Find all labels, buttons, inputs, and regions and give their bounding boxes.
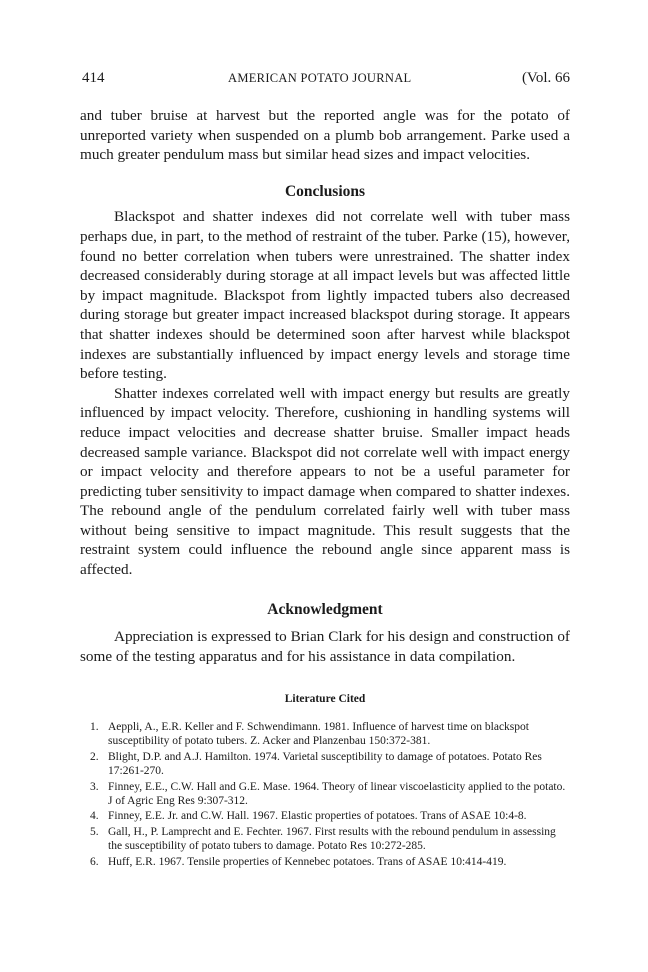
intro-paragraph: and tuber bruise at harvest but the reported angle was for the potato of unreported variety when suspended on a plumb bob arrangement. Parke used a much greater pendulum mass but similar head sizes and impact velocities. [80,107,570,164]
page-number: 414 [82,70,105,86]
reference-text: Gall, H., P. Lamprecht and E. Fechter. 1967. First results with the rebound pendulum in assessing the susceptibility of potato tubers to damage. Potato Res 10:272-285. [108,825,556,853]
volume-label: (Vol. 66 [521,70,570,86]
literature-heading: Literature Cited [284,693,366,706]
reference-text: Huff, E.R. 1967. Tensile properties of Kennebec potatoes. Trans of ASAE 10:414-419. [108,855,507,868]
reference-text: Aeppli, A., E.R. Keller and F. Schwendimann. 1981. Influence of harvest time on blackspot susceptibility of potato tubers. Z. Acker and Planzenbau 150:372-381. [108,721,529,748]
reference-item [80,809,570,823]
conclusions-paragraph-2: Shatter indexes correlated well with impact energy but results are greatly influenced by impact velocity. Therefore, cushioning in handling systems will reduce impact velocities and decrease shatter bruise. Smaller impact heads decreased sample variance. Blackspot did not correlate well with impact energy or impact velocity and therefore appears to not be a useful parameter for predicting tuber sensitivity to impact damage when compared to shatter indexes. The rebound angle of the pendulum correlated fairly well with tuber mass without being sensitive to impact magnitude. This result suggests that the restraint system could influence the rebound angle since apparent mass is affected. [80,384,570,579]
article-body [80,106,570,869]
reference-item [80,825,570,854]
reference-item [80,750,570,779]
reference-text: Blight, D.P. and A.J. Hamilton. 1974. Varietal susceptibility to damage of potatoes. Potato Res 17:261-270. [108,750,542,778]
reference-item [80,855,570,869]
journal-page [80,70,570,870]
reference-number: 4. [90,810,99,823]
journal-title: AMERICAN POTATO JOURNAL [228,71,412,85]
running-header [80,70,570,92]
reference-text: Finney, E.E. Jr. and C.W. Hall. 1967. Elastic properties of potatoes. Trans of ASAE 10:4-8. [108,810,527,823]
reference-number: 2. [90,750,99,763]
reference-item [80,720,570,749]
acknowledgment-paragraph: Appreciation is expressed to Brian Clark for his design and construction of some of the testing apparatus and for his assistance in data compilation. [80,628,570,665]
reference-list [80,720,570,869]
reference-number: 6. [90,855,99,868]
reference-number: 1. [90,721,99,734]
reference-number: 5. [90,825,99,838]
reference-number: 3. [90,780,99,793]
reference-text: Finney, E.E., C.W. Hall and G.E. Mase. 1964. Theory of linear viscoelasticity applied to the potato. J of Agric Eng Res 9:307-312. [108,780,566,808]
conclusions-paragraph-1: Blackspot and shatter indexes did not correlate well with tuber mass perhaps due, in part, to the method of restraint of the tuber. Parke (15), however, found no better correlation when tubers were unrestrained. The shatter index decreased considerably during storage at all impact levels but was affected little by impact magnitude. Blackspot from lightly impacted tubers also decreased during storage but greater impact increased blackspot during storage. It appears that shatter indexes should be determined soon after harvest while blackspot indexes are substantially influenced by impact energy levels and storage time before testing. [80,208,570,383]
reference-item [80,780,570,809]
conclusions-heading: Conclusions [284,182,366,200]
acknowledgment-heading: Acknowledgment [267,600,383,618]
